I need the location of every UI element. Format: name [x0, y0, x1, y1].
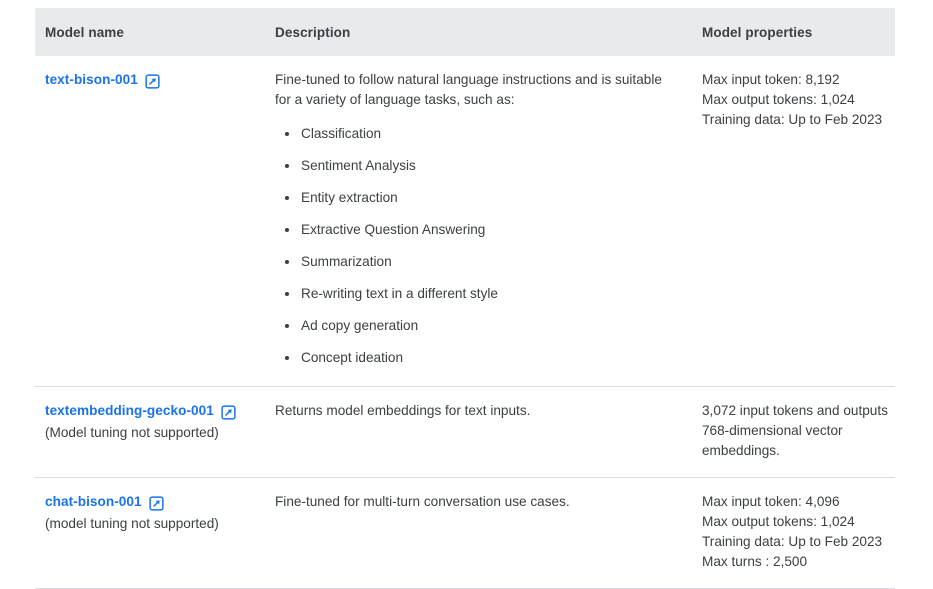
model-name-link[interactable]: text-bison-001 — [45, 72, 138, 87]
models-table — [35, 8, 895, 589]
cell-description — [260, 478, 688, 589]
cell-model-properties — [688, 56, 895, 387]
model-link-wrapper[interactable] — [45, 401, 236, 421]
column-header-description: Description — [260, 8, 688, 56]
cell-model-name — [35, 387, 260, 478]
model-property-line: 3,072 input tokens and outputs 768-dimensional vector embeddings. — [702, 403, 888, 458]
cell-description — [260, 387, 688, 478]
cell-model-properties — [688, 387, 895, 478]
description-bullet-list — [275, 124, 670, 368]
description-bullet-item: Ad copy generation — [285, 316, 670, 336]
table-header — [35, 8, 895, 56]
model-link-wrapper[interactable] — [45, 492, 164, 512]
external-link-icon — [221, 405, 236, 420]
description-bullet-item: Entity extraction — [285, 188, 670, 208]
external-link-icon — [149, 496, 164, 511]
table-row — [35, 387, 895, 478]
description-text: Returns model embeddings for text inputs. — [275, 403, 531, 418]
model-property-line: Max output tokens: 1,024 — [702, 92, 855, 107]
cell-model-name — [35, 56, 260, 387]
description-bullet-item: Sentiment Analysis — [285, 156, 670, 176]
model-property-line: Max input token: 4,096 — [702, 494, 840, 509]
table-row — [35, 56, 895, 387]
model-property-line: Max input token: 8,192 — [702, 72, 840, 87]
external-link-icon — [145, 74, 160, 89]
model-tuning-note: (Model tuning not supported) — [45, 425, 219, 440]
description-bullet-item: Concept ideation — [285, 348, 670, 368]
table-body — [35, 56, 895, 589]
column-header-model-name: Model name — [35, 8, 260, 56]
model-property-line: Training data: Up to Feb 2023 — [702, 112, 883, 127]
table-header-row — [35, 8, 895, 56]
description-text: Fine-tuned to follow natural language instructions and is suitable for a variety of language tasks, such as: — [275, 72, 662, 107]
model-property-line: Max turns : 2,500 — [702, 554, 808, 569]
model-property-line: Training data: Up to Feb 2023 — [702, 534, 883, 549]
model-name-link[interactable]: chat-bison-001 — [45, 494, 142, 509]
model-link-wrapper[interactable] — [45, 70, 160, 90]
description-bullet-item: Summarization — [285, 252, 670, 272]
cell-description — [260, 56, 688, 387]
model-tuning-note: (model tuning not supported) — [45, 516, 219, 531]
description-bullet-item: Extractive Question Answering — [285, 220, 670, 240]
column-header-model-properties: Model properties — [688, 8, 895, 56]
description-bullet-item: Classification — [285, 124, 670, 144]
cell-model-name — [35, 478, 260, 589]
description-text: Fine-tuned for multi-turn conversation use cases. — [275, 494, 570, 509]
description-bullet-item: Re-writing text in a different style — [285, 284, 670, 304]
table-row — [35, 478, 895, 589]
model-property-line: Max output tokens: 1,024 — [702, 514, 855, 529]
model-name-link[interactable]: textembedding-gecko-001 — [45, 403, 214, 418]
cell-model-properties — [688, 478, 895, 589]
